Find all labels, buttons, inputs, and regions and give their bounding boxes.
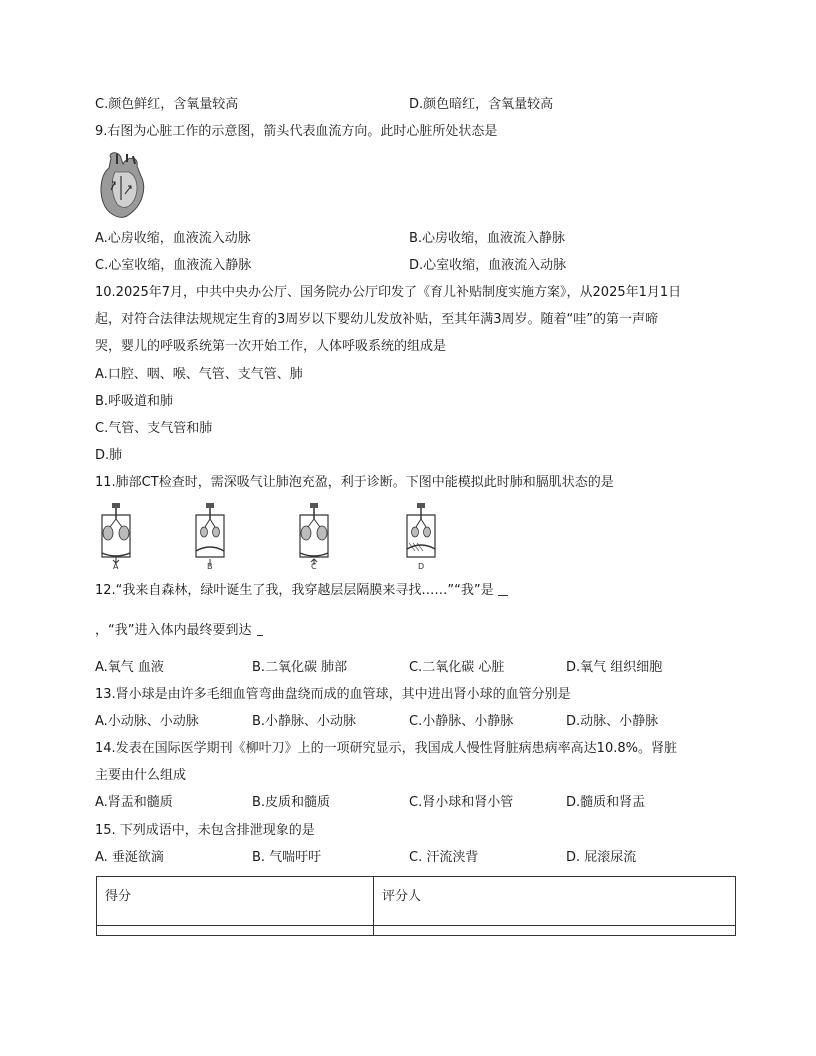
bell-jar-model-b-icon xyxy=(190,503,230,573)
q14-stem-line2: 主要由什么组成 xyxy=(95,768,187,783)
q13-option-a: A.小动脉、小动脉 xyxy=(95,714,199,729)
q15-stem: 15. 下列成语中，未包含排泄现象的是 xyxy=(95,823,315,838)
figure-label-c: C xyxy=(311,562,317,569)
q10-stem-line1: 10.2025年7月，中共中央办公厅、国务院办公厅印发了《育儿补贴制度实施方案》，从2025年1月1日 xyxy=(95,285,682,300)
figure-label-a: A xyxy=(113,562,119,569)
bell-jar-model-a-icon xyxy=(96,503,136,573)
q14-option-b: B.皮质和髓质 xyxy=(252,795,331,810)
q8-option-d: D.颜色暗红，含氧量较高 xyxy=(409,97,554,112)
grader-entry-cell[interactable] xyxy=(374,926,736,936)
q12-stem-text1: 12.“我来自森林，绿叶诞生了我，我穿越层层隔膜来寻找……”“我”是 xyxy=(95,583,494,598)
q9-option-a: A.心房收缩，血液流入动脉 xyxy=(95,231,251,246)
figure-label-d: D xyxy=(418,562,425,569)
q14-option-c: C.肾小球和肾小管 xyxy=(409,795,514,810)
q14-option-d: D.髓质和肾盂 xyxy=(566,795,646,810)
q9-option-c: C.心室收缩，血液流入静脉 xyxy=(95,258,252,273)
q13-option-d: D.动脉、小静脉 xyxy=(566,714,659,729)
figure-label-b: B xyxy=(207,562,213,569)
q10-option-d: D.肺 xyxy=(95,448,123,463)
q9-option-d: D.心室收缩，血液流入动脉 xyxy=(409,258,567,273)
q15-option-c: C. 汗流浃背 xyxy=(409,850,479,865)
q15-option-b: B. 气喘吁吁 xyxy=(252,850,322,865)
q11-stem: 11.肺部CT检查时，需深吸气让肺泡充盈，利于诊断。下图中能模拟此时肺和膈肌状态的是 xyxy=(95,475,614,490)
q12-option-b: B.二氧化碳 肺部 xyxy=(252,660,348,675)
q10-stem-line3: 哭，婴儿的呼吸系统第一次开始工作，人体呼吸系统的组成是 xyxy=(95,339,447,354)
bell-jar-model-d-icon xyxy=(401,503,441,573)
q12-stem-text2: ，“我”进入体内最终要到达 xyxy=(95,623,252,638)
q10-stem-line2: 起，对符合法律法规规定生育的3周岁以下婴幼儿发放补贴，至其年满3周岁。随着“哇”的第一声啼 xyxy=(95,312,659,327)
q12-stem-line2 xyxy=(95,621,263,641)
q10-option-c: C.气管、支气管和肺 xyxy=(95,421,213,436)
bell-jar-model-c-icon xyxy=(294,503,334,573)
q14-option-a: A.肾盂和髓质 xyxy=(95,795,173,810)
q15-option-a: A. 垂涎欲滴 xyxy=(95,850,164,865)
q9-option-b: B.心房收缩，血液流入静脉 xyxy=(409,231,566,246)
q13-option-c: C.小静脉、小静脉 xyxy=(409,714,514,729)
q10-option-a: A.口腔、咽、喉、气管、支气管、肺 xyxy=(95,367,303,382)
grader-label-cell: 评分人 xyxy=(374,877,736,926)
q10-option-b: B.呼吸道和肺 xyxy=(95,394,174,409)
q12-answer-blank-2[interactable] xyxy=(257,621,263,636)
score-label-cell: 得分 xyxy=(97,877,374,926)
score-entry-cell[interactable] xyxy=(97,926,374,936)
q12-answer-blank-1[interactable] xyxy=(498,581,508,596)
q12-option-a: A.氧气 血液 xyxy=(95,660,164,675)
q12-option-c: C.二氧化碳 心脏 xyxy=(409,660,505,675)
score-table xyxy=(96,876,736,936)
q12-stem-line1 xyxy=(95,581,508,601)
q8-option-c: C.颜色鲜红，含氧量较高 xyxy=(95,97,239,112)
q9-stem: 9.右图为心脏工作的示意图，箭头代表血流方向。此时心脏所处状态是 xyxy=(95,124,498,139)
q12-option-d: D.氧气 组织细胞 xyxy=(566,660,663,675)
q13-stem: 13.肾小球是由许多毛细血管弯曲盘绕而成的血管球，其中进出肾小球的血管分别是 xyxy=(95,687,571,702)
q13-option-b: B.小静脉、小动脉 xyxy=(252,714,357,729)
q15-option-d: D. 屁滚尿流 xyxy=(566,850,637,865)
q14-stem-line1: 14.发表在国际医学期刊《柳叶刀》上的一项研究显示，我国成人慢性肾脏病患病率高达10.8%。肾脏 xyxy=(95,741,677,756)
heart-diagram-icon xyxy=(97,150,149,220)
